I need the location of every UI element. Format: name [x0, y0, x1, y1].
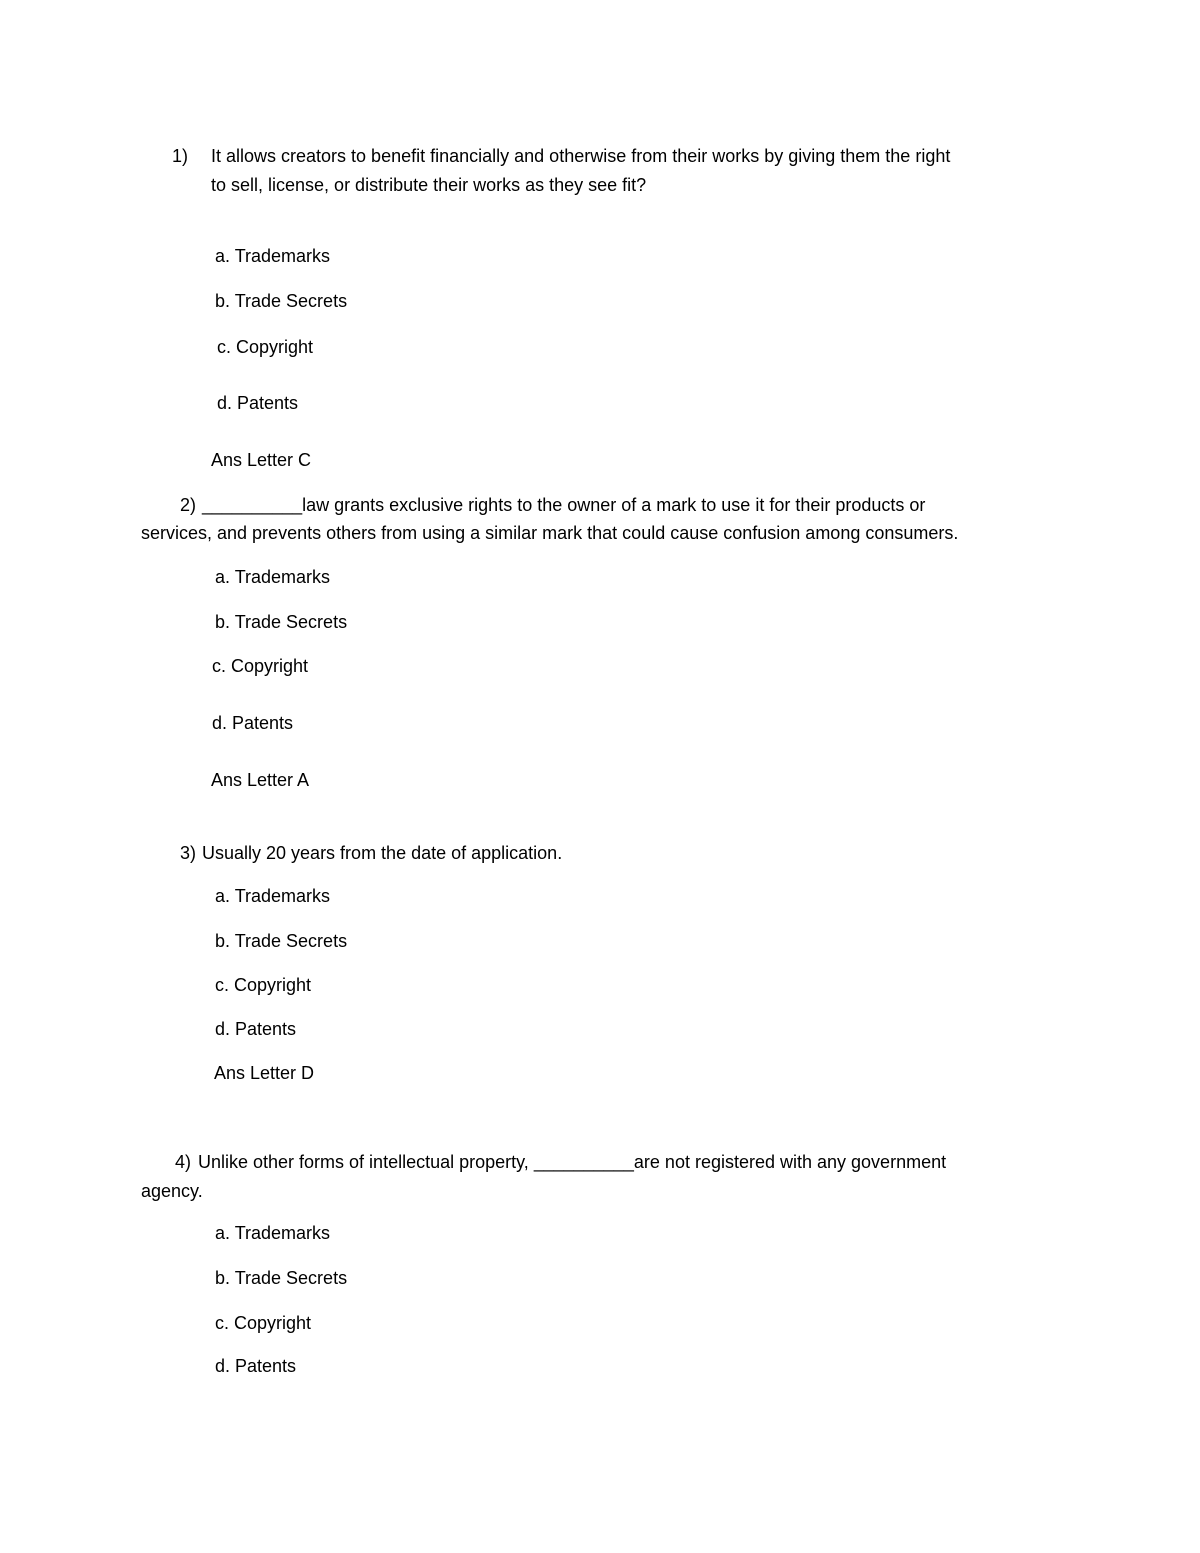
option-d: d. Patents [212, 713, 294, 733]
option-c: c. Copyright [217, 337, 314, 357]
option-b: b. Trade Secrets [215, 931, 348, 951]
option-a: a. Trademarks [215, 246, 331, 266]
question-number: 2) [180, 495, 197, 515]
question-number: 3) [180, 843, 197, 863]
option-c: c. Copyright [215, 975, 312, 995]
question-text: Unlike other forms of intellectual property, __________are not registered with any government [198, 1152, 947, 1172]
option-d: d. Patents [215, 1019, 297, 1039]
question-text: __________law grants exclusive rights to the owner of a mark to use it for their products or [202, 495, 926, 515]
question-text: It allows creators to benefit financially and otherwise from their works by giving them the right [211, 146, 951, 166]
option-c: c. Copyright [215, 1313, 312, 1333]
option-d: d. Patents [217, 393, 299, 413]
option-a: a. Trademarks [215, 567, 331, 587]
option-b: b. Trade Secrets [215, 291, 348, 311]
option-b: b. Trade Secrets [215, 1268, 348, 1288]
option-d: d. Patents [215, 1356, 297, 1376]
option-c: c. Copyright [212, 656, 309, 676]
question-text: services, and prevents others from using a similar mark that could cause confusion among consumers. [141, 523, 959, 543]
question-text: Usually 20 years from the date of application. [202, 843, 563, 863]
option-a: a. Trademarks [215, 886, 331, 906]
option-a: a. Trademarks [215, 1223, 331, 1243]
question-text: agency. [141, 1181, 203, 1201]
question-number: 1) [172, 146, 189, 166]
question-number: 4) [175, 1152, 192, 1172]
answer-text: Ans Letter C [211, 450, 312, 470]
answer-text: Ans Letter D [214, 1063, 315, 1083]
option-b: b. Trade Secrets [215, 612, 348, 632]
question-text: to sell, license, or distribute their works as they see fit? [211, 175, 647, 195]
answer-text: Ans Letter A [211, 770, 310, 790]
